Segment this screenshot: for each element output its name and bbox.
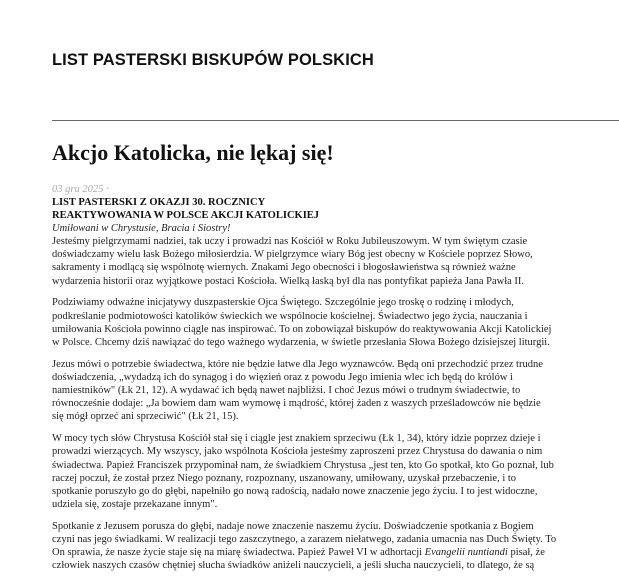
paragraph-line: doświadczamy wielu łask Bożego miłosierdzia. W pielgrzymce wiary Bóg jest obecny w Kościele poprzez Słowo, (52, 249, 533, 261)
paragraph-line: wydarzenia historii oraz wyjątkowe postaci Kościoła. Wielką łaską był dla nas pontyfikat papieża Jana Pawła II. (52, 275, 525, 287)
paragraph-line: umiłowania Kościoła powinno ciągle nas inspirować. To on zobowiązał biskupów do reaktywowania Akcji Katolickiej (52, 323, 552, 335)
paragraph-line: w Polsce. Chcemy dziś nawiązać do tego ważnego wydarzenia, w świetle przesłania Słowa Bożego dzisiejszej liturgii. (52, 336, 550, 348)
paragraph-line: prowadzi wierzących. My wszyscy, jako wspólnota Kościoła jesteśmy zaproszeni przez Chrystusa do dawania o nim (52, 446, 543, 458)
paragraph (52, 358, 619, 424)
paragraph-line: Spotkanie z Jezusem porusza do głębi, nadaje nowe znaczenie naszemu życiu. Doświadczenie spotkania z Bogiem (52, 520, 534, 532)
paragraph-line: raczej poczuł, że został przez Niego poznany, rozpoznany, uszanowany, umiłowany, uzyskał przebaczenie, i to (52, 472, 517, 484)
document-title: Evangelii nuntiandi (424, 547, 508, 559)
paragraph-line: równocześnie dodaje: „Ja bowiem dam wam wymowę i mądrość, której żaden z waszych prześladowców nie będzie (52, 398, 541, 410)
paragraph-line: czyni nas jego świadkami. W realizacji tego zaszczytnego, a zarazem niełatwego, zadania umacnia nas Duch Święty. To (52, 534, 557, 546)
paragraph-line: świadectwa. Papież Franciszek przypominał nam, że świadkiem Chrystusa „jest ten, kto Go spotkał, kto Go poznał, lub (52, 459, 554, 471)
paragraph (52, 296, 619, 349)
paragraph-line: spotkanie poruszyło go do głębi, napełniło go nową radością, nadało nowe znaczenie jego życiu. I to jest widoczne, (52, 485, 538, 497)
paragraph-line: doświadczenia, „wydadzą ich do synagog i do więzień oraz z powodu Jego imienia wlec ich będą do królów i (52, 371, 513, 383)
header-divider (52, 120, 619, 121)
paragraph-line: Jesteśmy pielgrzymami nadziei, tak uczy i prowadzi nas Kościół w Roku Jubileuszowym. W tym świętym czasie (52, 236, 528, 247)
article-date: 03 gru 2025 · (52, 184, 109, 195)
paragraph-line: namiestników" (Łk 21, 12). A wydawać ich będą nawet najbliżsi. I choć Jezus mówi o trudnym świadectwie, to (52, 385, 521, 397)
paragraph (52, 432, 619, 511)
paragraph (52, 520, 619, 573)
paragraph-line: się mógł oprzeć ani sprzeciwić" (Łk 21, 15). (52, 411, 239, 423)
article (52, 140, 619, 581)
paragraph-line: Jezus mówi o potrzebie świadectwa, które nie będzie łatwe dla Jego wyznawców. Będą oni przechodzić przez trudne (52, 358, 543, 370)
letter-heading-line: REAKTYWOWANIA W POLSCE AKCJI KATOLICKIEJ (52, 210, 320, 221)
letter-heading-line: LIST PASTERSKI Z OKAZJI 30. ROCZNICY (52, 197, 266, 208)
article-title: Akcjo Katolicka, nie lękaj się! (52, 140, 334, 165)
paragraph-line: W mocy tych słów Chrystusa Kościół stał się i ciągle jest znakiem sprzeciwu (Łk 1, 34), który idzie poprzez dzieje i (52, 433, 541, 445)
paragraph-line: podkreślanie podmiotowości katolików świeckich we wspólnocie kościelnej. Świadectwo jego życia, nauczania i (52, 310, 528, 322)
site-title[interactable]: LIST PASTERSKI BISKUPÓW POLSKICH (52, 51, 374, 69)
salutation: Umiłowani w Chrystusie, Bracia i Siostry! (52, 223, 231, 234)
paragraph-line: Podziwiamy odważne inicjatywy duszpasterskie Ojca Świętego. Szczególnie jego troskę o rodzinę i młodych, (52, 297, 514, 309)
paragraph (52, 235, 619, 288)
article-body (52, 235, 619, 573)
paragraph-line: człowiek naszych czasów chętniej słucha świadków aniżeli nauczycieli, a jeśli słucha nauczycieli, to dlatego, że są (52, 560, 535, 572)
paragraph-line: udziela się, zostaje przekazane innym". (52, 499, 218, 511)
paragraph-line: On sprawia, że nasze życie staje się na miarę świadectwa. Papież Paweł VI w adhortacji Evangelii nuntiandi pisał, że (52, 547, 545, 559)
letter-heading (52, 196, 619, 222)
paragraph-line: sakramenty i modlącą się wspólnotę wiernych. Znakami Jego obecności i błogosławieństwa są również ważne (52, 262, 516, 274)
